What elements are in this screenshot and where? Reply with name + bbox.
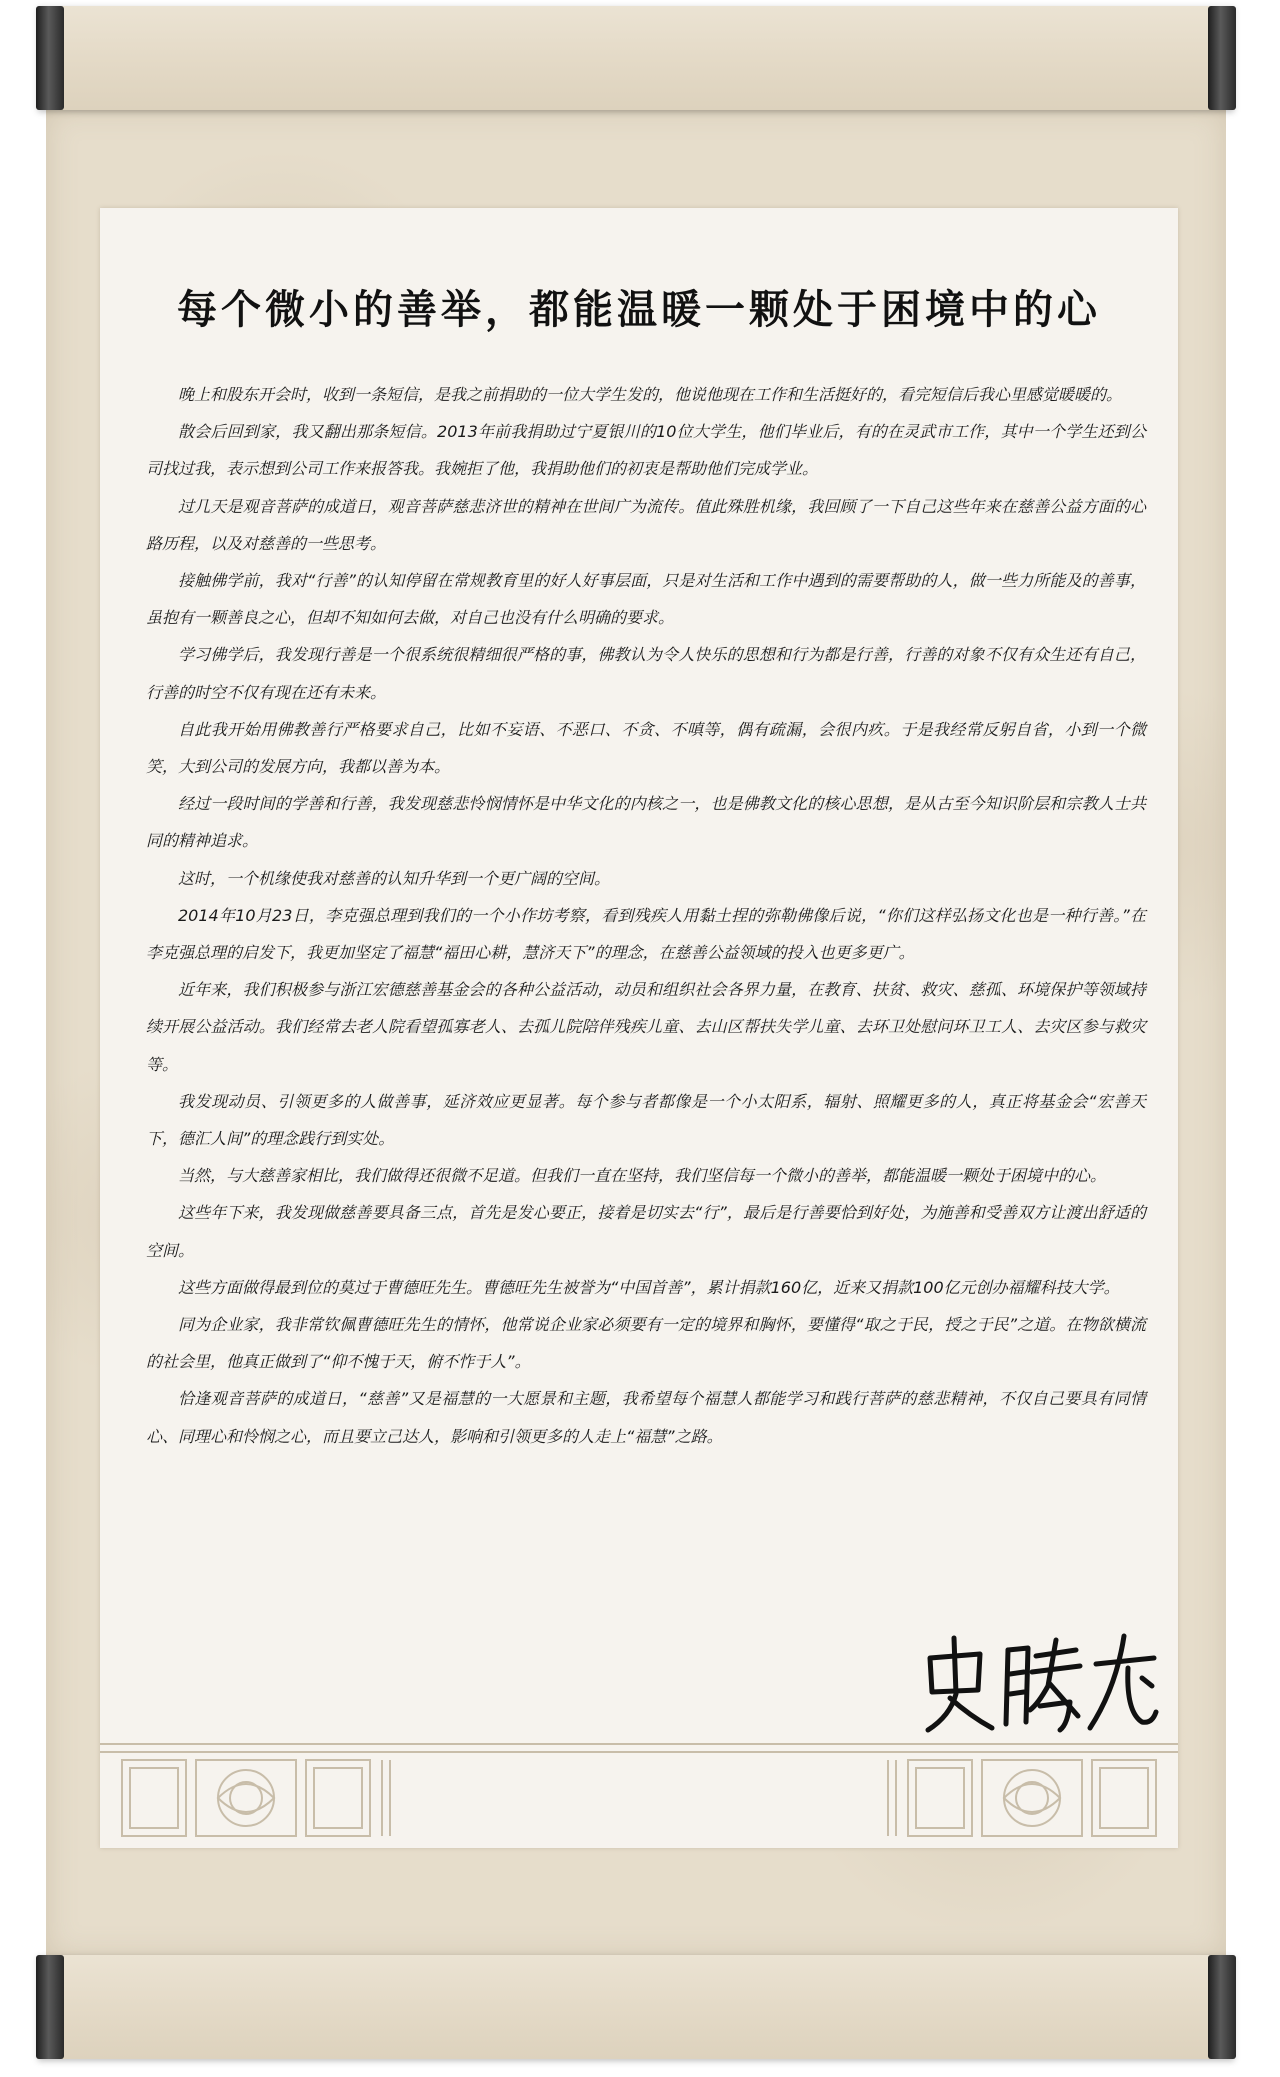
bottom-roller — [38, 1955, 1234, 2059]
paragraph: 2014年10月23日，李克强总理到我们的一个小作坊考察，看到残疾人用黏土捏的弥勒佛像后说，“你们这样弘扬文化也是一种行善。”在李克强总理的启发下，我更加坚定了福慧“福田心耕，慧济天下”的理念，在慈善公益领域的投入也更多更广。 — [146, 905, 1146, 963]
paragraph: 同为企业家，我非常钦佩曹德旺先生的情怀，他常说企业家必须要有一定的境界和胸怀，要懂得“取之于民，授之于民”之道。在物欲横流的社会里，他真正做到了“仰不愧于天，俯不怍于人”。 — [146, 1315, 1146, 1372]
letter-body — [146, 376, 1146, 1455]
handwritten-signature — [920, 1628, 1160, 1738]
paragraph: 接触佛学前，我对“行善”的认知停留在常规教育里的好人好事层面，只是对生活和工作中遇到的需要帮助的人，做一些力所能及的善事，虽抱有一颗善良之心，但却不知如何去做，对自己也没有什么明确的要求。 — [146, 571, 1146, 628]
paragraph: 这些年下来，我发现做慈善要具备三点，首先是发心要正，接着是切实去“行”，最后是行善要恰到好处，为施善和受善双方让渡出舒适的空间。 — [146, 1203, 1146, 1260]
top-roller-right-cap — [1208, 6, 1236, 110]
paragraph: 当然，与大慈善家相比，我们做得还很微不足道。但我们一直在坚持，我们坚信每一个微小的善举，都能温暖一颗处于困境中的心。 — [178, 1166, 1107, 1186]
top-roller-left-cap — [36, 6, 64, 110]
paragraph: 散会后回到家，我又翻出那条短信。2013年前我捐助过宁夏银川的10位大学生，他们毕业后，有的在灵武市工作，其中一个学生还到公司找过我，表示想到公司工作来报答我。我婉拒了他，我捐助他们的初衷是帮助他们完成学业。 — [146, 422, 1146, 479]
paragraph: 恰逢观音菩萨的成道日，“慈善”又是福慧的一大愿景和主题，我希望每个福慧人都能学习和践行菩萨的慈悲精神，不仅自己要具有同情心、同理心和怜悯之心，而且要立己达人，影响和引领更多的人走上“福慧”之路。 — [146, 1389, 1146, 1446]
paragraph: 经过一段时间的学善和行善，我发现慈悲怜悯情怀是中华文化的内核之一，也是佛教文化的核心思想，是从古至今知识阶层和宗教人士共同的精神追求。 — [146, 794, 1146, 851]
bottom-roller-left-cap — [36, 1955, 64, 2059]
top-roller — [38, 6, 1234, 110]
decorative-lattice-border — [100, 1740, 1178, 1848]
paragraph: 我发现动员、引领更多的人做善事，延济效应更显著。每个参与者都像是一个小太阳系，辐射、照耀更多的人，真正将基金会“宏善天下，德汇人间”的理念践行到实处。 — [146, 1091, 1146, 1149]
paragraph: 过几天是观音菩萨的成道日，观音菩萨慈悲济世的精神在世间广为流传。值此殊胜机缘，我回顾了一下自己这些年来在慈善公益方面的心路历程，以及对慈善的一些思考。 — [146, 496, 1146, 553]
letter-paper — [100, 208, 1178, 1848]
paragraph: 自此我开始用佛教善行严格要求自己，比如不妄语、不恶口、不贪、不嗔等，偶有疏漏，会很内疚。于是我经常反躬自省，小到一个微笑，大到公司的发展方向，我都以善为本。 — [146, 719, 1146, 777]
paragraph: 近年来，我们积极参与浙江宏德慈善基金会的各种公益活动，动员和组织社会各界力量，在教育、扶贫、救灾、慈孤、环境保护等领域持续开展公益活动。我们经常去老人院看望孤寡老人、去孤儿院陪伴残疾儿童、去山区帮扶失学儿童、去环卫处慰问环卫工人、去灾区参与救灾等。 — [146, 980, 1146, 1074]
paragraph: 这时，一个机缘使我对慈善的认知升华到一个更广阔的空间。 — [178, 868, 611, 888]
paragraph: 学习佛学后，我发现行善是一个很系统很精细很严格的事，佛教认为令人快乐的思想和行为都是行善，行善的对象不仅有众生还有自己，行善的时空不仅有现在还有未来。 — [146, 645, 1146, 702]
page-title: 每个微小的善举，都能温暖一颗处于困境中的心 — [177, 286, 1101, 333]
paragraph: 晚上和股东开会时，收到一条短信，是我之前捐助的一位大学生发的，他说他现在工作和生活挺好的，看完短信后我心里感觉暖暖的。 — [178, 385, 1123, 404]
paragraph: 这些方面做得最到位的莫过于曹德旺先生。曹德旺先生被誉为“中国首善”，累计捐款160亿，近来又捐款100亿元创办福耀科技大学。 — [178, 1277, 1120, 1297]
bottom-roller-right-cap — [1208, 1955, 1236, 2059]
